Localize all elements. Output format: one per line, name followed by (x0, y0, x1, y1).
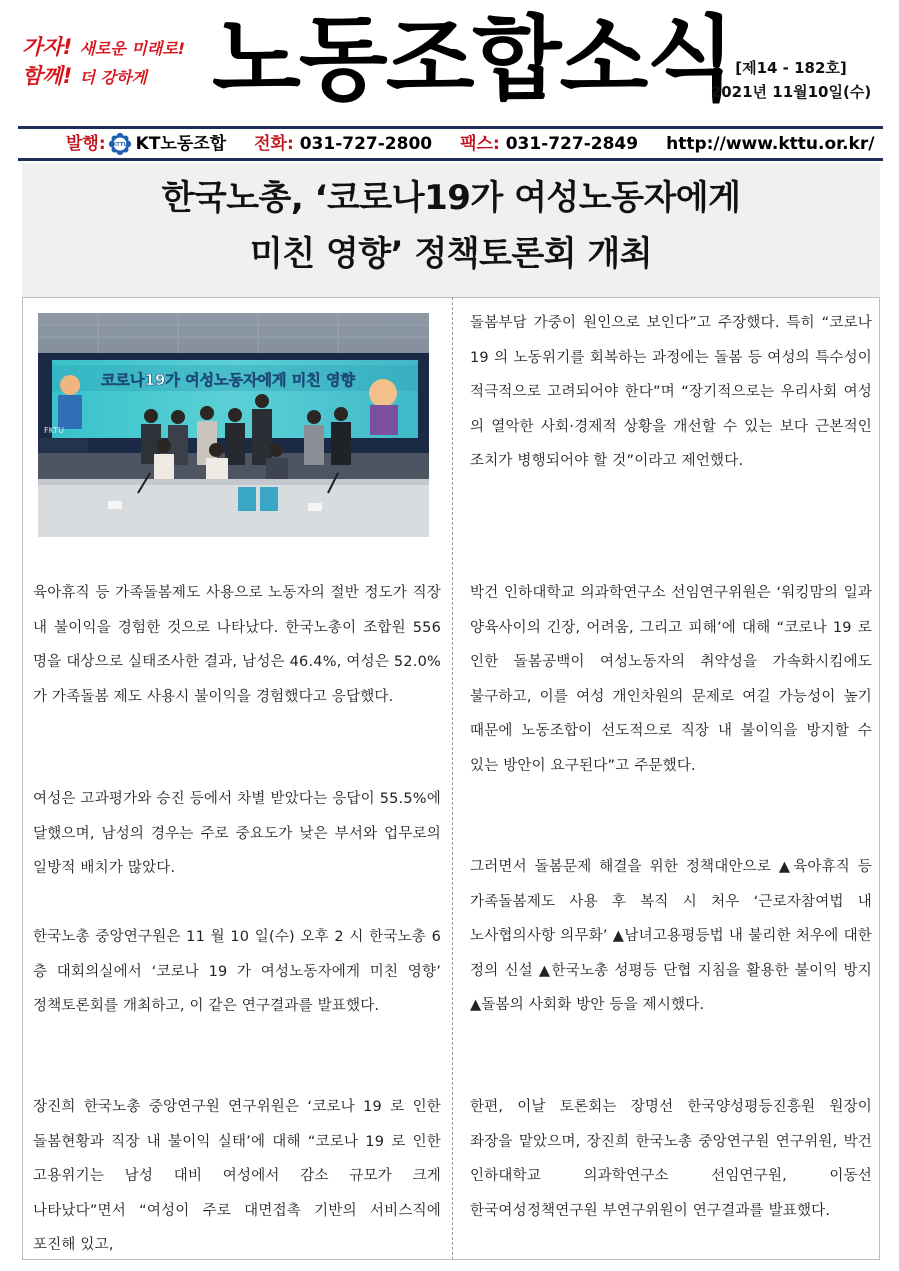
left-paragraph-2: 여성은 고과평가와 승진 등에서 차별 받았다는 응답이 55.5%에 달했으며, 남성의 경우는 주로 중요도가 낮은 부서와 업무로의 일방적 배치가 많았다. (33, 791, 441, 876)
headline-line1: 한국노총, ‘코로나19가 여성노동자에게 (161, 178, 741, 218)
photo-banner-text: 코로나19가 여성노동자에게 미친 영향 (101, 371, 355, 389)
top-rule (18, 126, 883, 129)
right-paragraph-3: 그러면서 돌봄문제 해결을 위한 정책대안으로 ▲육아휴직 등 가족돌봄제도 사용 후 복직 시 처우 ‘근로자참여법 내 노사협의사항 의무화’ ▲남녀고용평등법 내 불리한 처우에 대한 정의 신설 ▲한국노총 성평등 단협 지침을 활용한 불이익 방지 ▲돌봄의 사회화 방안 등을 제시했다. (470, 859, 872, 1013)
issue-number: [제14 - 182호] (735, 59, 847, 77)
masthead-title: 노동조합소식 (212, 6, 734, 113)
kttu-logo-icon (108, 132, 132, 156)
publisher-label: 발행: (66, 134, 106, 154)
bottom-rule (18, 158, 883, 161)
issue-date: 2021년 11월10일(수) (710, 83, 872, 101)
slogan-line1-big: 가자! (22, 35, 73, 59)
publisher-bar (66, 131, 876, 157)
slogan-line2-big: 함께! (22, 64, 73, 88)
slogan-line2-small: 더 강하게 (79, 68, 147, 87)
phone-number: 031-727-2800 (299, 134, 433, 154)
issue-info (706, 56, 876, 104)
website-link[interactable]: http://www.kttu.or.kr/ (666, 134, 875, 154)
photo-org-text: FKTU (44, 426, 64, 435)
fax-number: 031-727-2849 (505, 134, 639, 154)
right-paragraph-4: 한편, 이날 토론회는 장명선 한국양성평등진흥원 원장이 좌장을 맡았으며, 장진희 한국노총 중앙연구원 연구위원, 박건 인하대학교 의과학연구소 선임연구원, 이동선 한국여성정책연구원 부연구위원이 연구결과를 발표했다. (470, 1099, 872, 1219)
left-paragraph-1: 육아휴직 등 가족돌봄제도 사용으로 노동자의 절반 정도가 직장 내 불이익을 경험한 것으로 나타났다. 한국노총이 조합원 556 명을 대상으로 실태조사한 결과, 남성은 46.4%, 여성은 52.0%가 가족돌봄 제도 사용시 불이익을 경험했다고 응답했다. (33, 585, 441, 705)
event-photo (38, 313, 429, 537)
publisher-name: KT노동조합 (135, 134, 227, 154)
slogan-line1-small: 새로운 미래로! (79, 39, 186, 58)
headline-line2: 미친 영향’ 정책토론회 개최 (249, 234, 653, 274)
fax-label: 팩스: (460, 134, 500, 154)
column-divider (452, 297, 453, 1260)
right-paragraph-1: 돌봄부담 가중이 원인으로 보인다”고 주장했다. 특히 “코로나 19 의 노동위기를 회복하는 과정에는 돌봄 등 여성의 특수성이 적극적으로 고려되어야 한다”며 “장기적으로는 우리사회 여성 의 열악한 사회·경제적 상황을 개선할 수 있는 보다 근본적인 조치가 병행되어야 할 것”이라고 제언했다. (470, 315, 872, 469)
right-paragraph-2: 박건 인하대학교 의과학연구소 선임연구위원은 ‘워킹맘의 일과 양육사이의 긴장, 어려움, 그리고 피해’에 대해 “코로나 19 로 인한 돌봄공백이 여성노동자의 취약성을 가속화시킴에도 불구하고, 이를 여성 개인차원의 문제로 여길 가능성이 높기 때문에 노동조합이 선도적으로 직장 내 불이익을 방지할 수 있는 방안이 요구된다”고 주문했다. (470, 585, 872, 774)
logo-text: KTTU (112, 141, 128, 148)
left-paragraph-3: 한국노총 중앙연구원은 11 월 10 일(수) 오후 2 시 한국노총 6 층 대회의실에서 ‘코로나 19 가 여성노동자에게 미친 영향’ 정책토론회를 개최하고, 이 같은 연구결과를 발표했다. (33, 929, 441, 1014)
phone-label: 전화: (254, 134, 294, 154)
slogan (22, 34, 200, 92)
article-headline (22, 170, 880, 282)
left-paragraph-4: 장진희 한국노총 중앙연구원 연구위원은 ‘코로나 19 로 인한 돌봄현황과 직장 내 불이익 실태’에 대해 “코로나 19 로 인한 고용위기는 남성 대비 여성에서 감소 규모가 크게 나타났다”면서 “여성이 주로 대면접촉 기반의 서비스직에 포진해 있고, (33, 1099, 441, 1253)
